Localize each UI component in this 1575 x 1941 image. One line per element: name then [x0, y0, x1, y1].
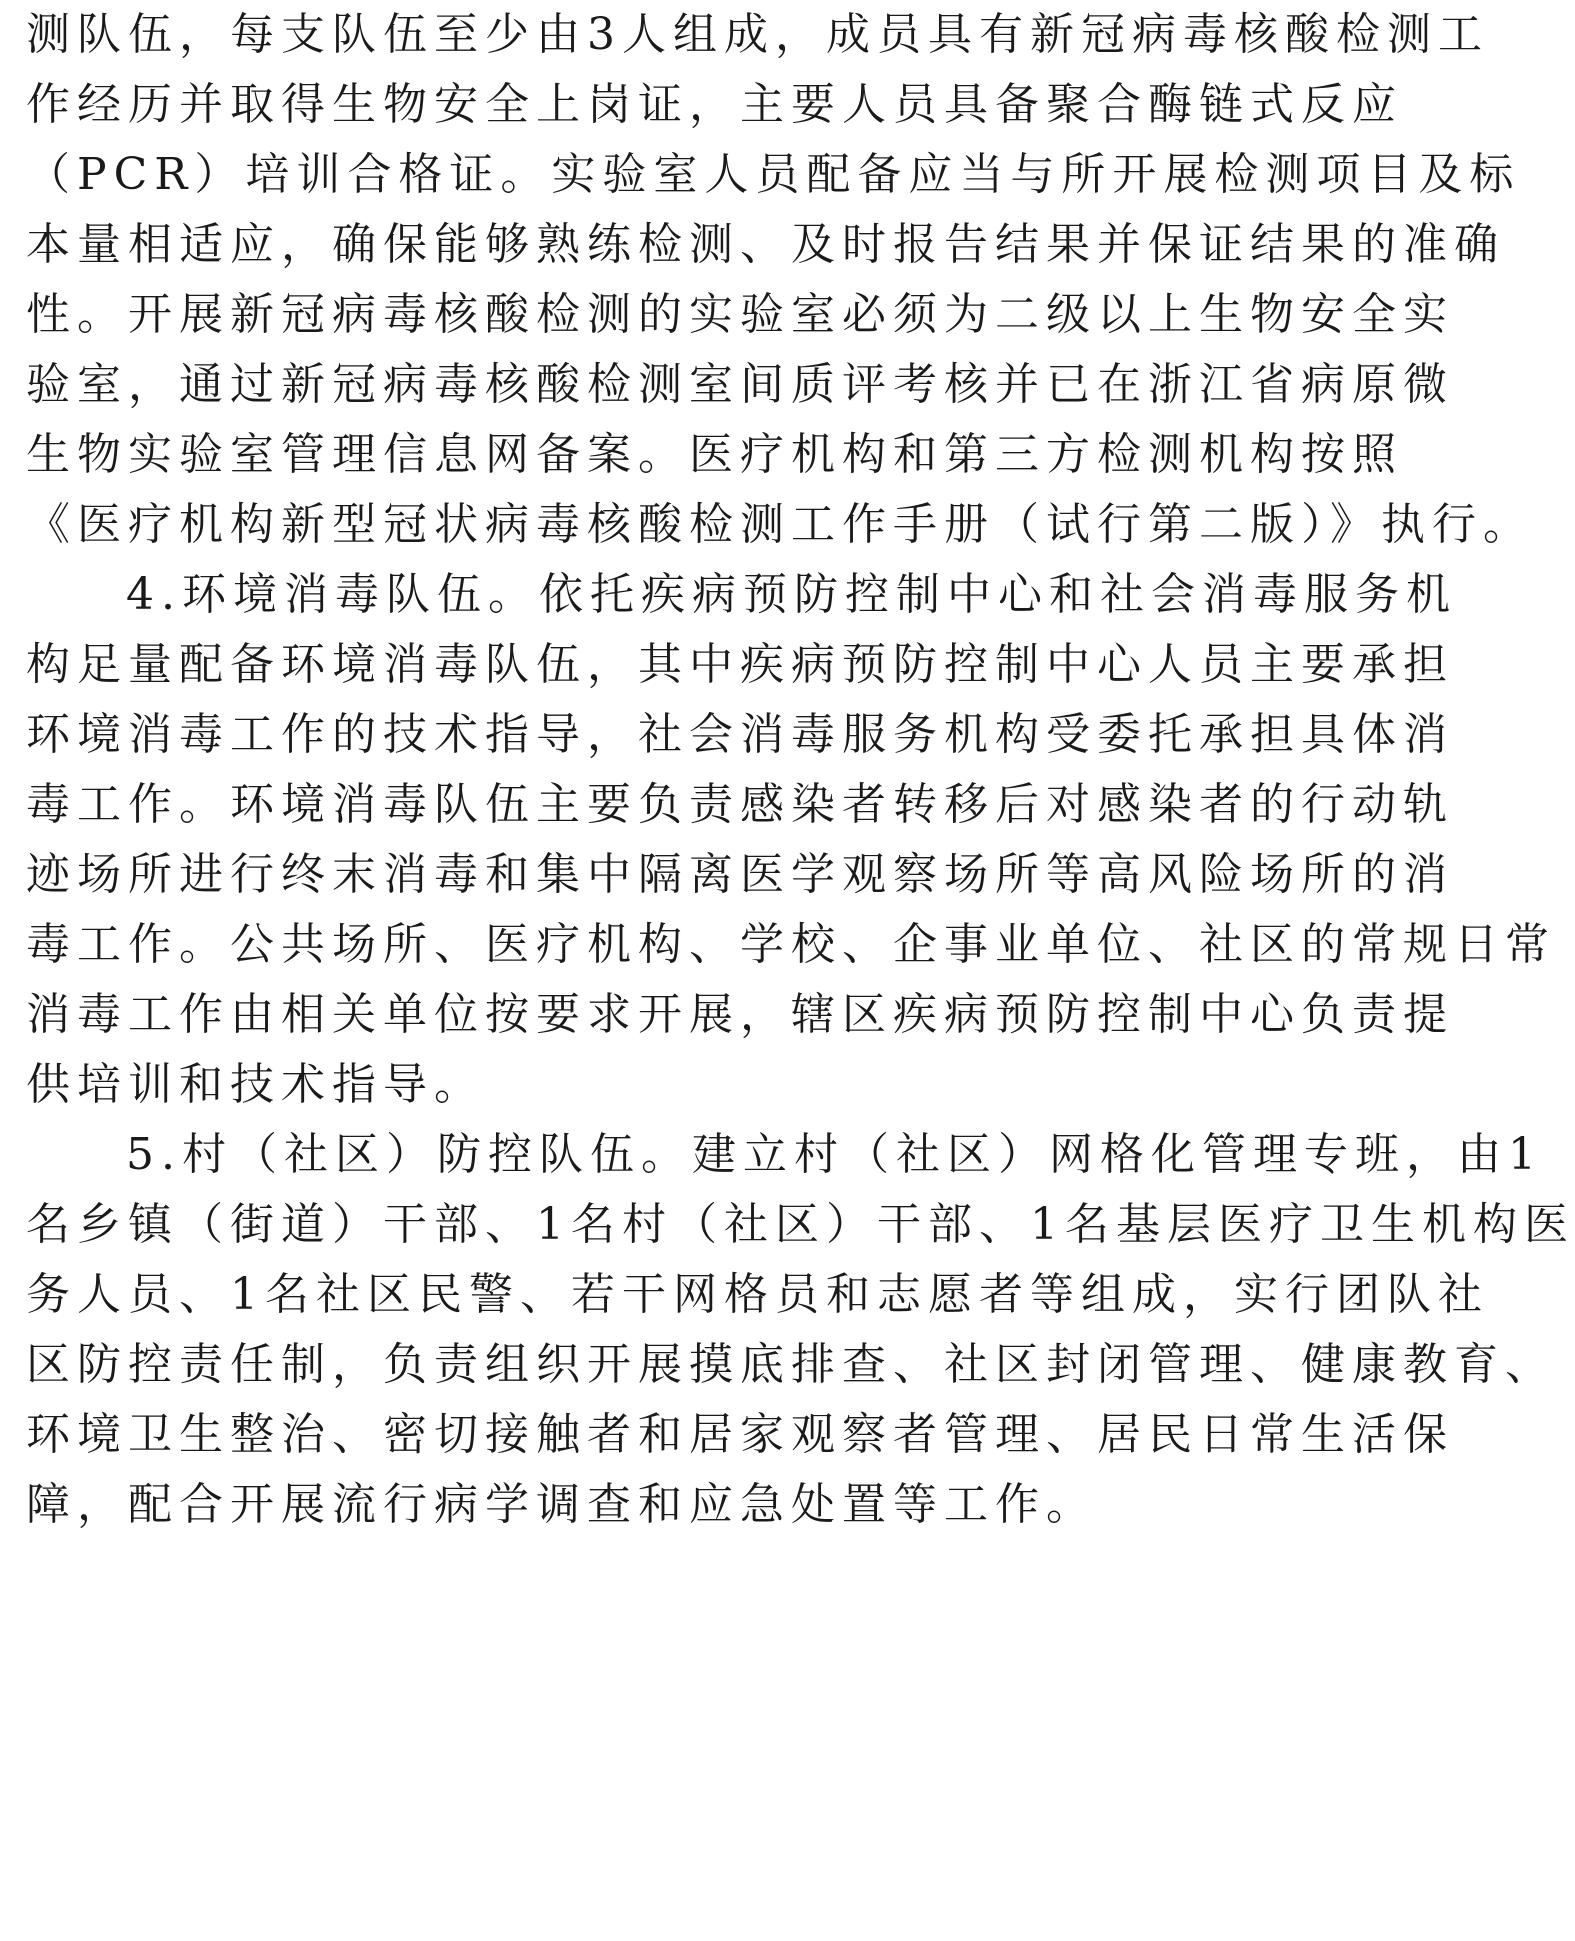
paragraph-start-line: 5.村（社区）防控队伍。建立村（社区）网格化管理专班，由1 — [126, 1129, 1543, 1180]
text-line: 测队伍，每支队伍至少由3人组成，成员具有新冠病毒核酸检测工 — [26, 9, 1489, 60]
paragraph-end-line: 障，配合开展流行病学调查和应急处置等工作。 — [26, 1479, 1097, 1530]
text-line: 务人员、1名社区民警、若干网格员和志愿者等组成，实行团队社 — [26, 1269, 1489, 1320]
text-line: 区防控责任制，负责组织开展摸底排查、社区封闭管理、健康教育、 — [26, 1339, 1556, 1390]
text-line: 本量相适应，确保能够熟练检测、及时报告结果并保证结果的准确 — [26, 219, 1505, 270]
text-line: 性。开展新冠病毒核酸检测的实验室必须为二级以上生物安全实 — [26, 289, 1454, 340]
text-line: 构足量配备环境消毒队伍，其中疾病预防控制中心人员主要承担 — [26, 639, 1454, 690]
text-line: 作经历并取得生物安全上岗证，主要人员具备聚合酶链式反应 — [26, 79, 1403, 130]
paragraph-end-line: 供培训和技术指导。 — [26, 1059, 485, 1110]
text-line: 验室，通过新冠病毒核酸检测室间质评考核并已在浙江省病原微 — [26, 359, 1454, 410]
text-line: 生物实验室管理信息网备案。医疗机构和第三方检测机构按照 — [26, 429, 1403, 480]
paragraph-start-line: 4.环境消毒队伍。依托疾病预防控制中心和社会消毒服务机 — [126, 569, 1457, 620]
text-line: 《医疗机构新型冠状病毒核酸检测工作手册（试行第二版）》执行。 — [26, 499, 1534, 550]
text-line: 毒工作。环境消毒队伍主要负责感染者转移后对感染者的行动轨 — [26, 779, 1454, 830]
text-line: 名乡镇（街道）干部、1名村（社区）干部、1名基层医疗卫生机构医 — [26, 1199, 1575, 1250]
text-line: 毒工作。公共场所、医疗机构、学校、企事业单位、社区的常规日常 — [26, 919, 1556, 970]
document-page — [26, 0, 1575, 1941]
text-line: 迹场所进行终末消毒和集中隔离医学观察场所等高风险场所的消 — [26, 849, 1454, 900]
text-line: 环境卫生整治、密切接触者和居家观察者管理、居民日常生活保 — [26, 1409, 1454, 1460]
text-line: 消毒工作由相关单位按要求开展，辖区疾病预防控制中心负责提 — [26, 989, 1454, 1040]
text-line: 环境消毒工作的技术指导，社会消毒服务机构受委托承担具体消 — [26, 709, 1454, 760]
text-line: （PCR）培训合格证。实验室人员配备应当与所开展检测项目及标 — [26, 149, 1521, 200]
